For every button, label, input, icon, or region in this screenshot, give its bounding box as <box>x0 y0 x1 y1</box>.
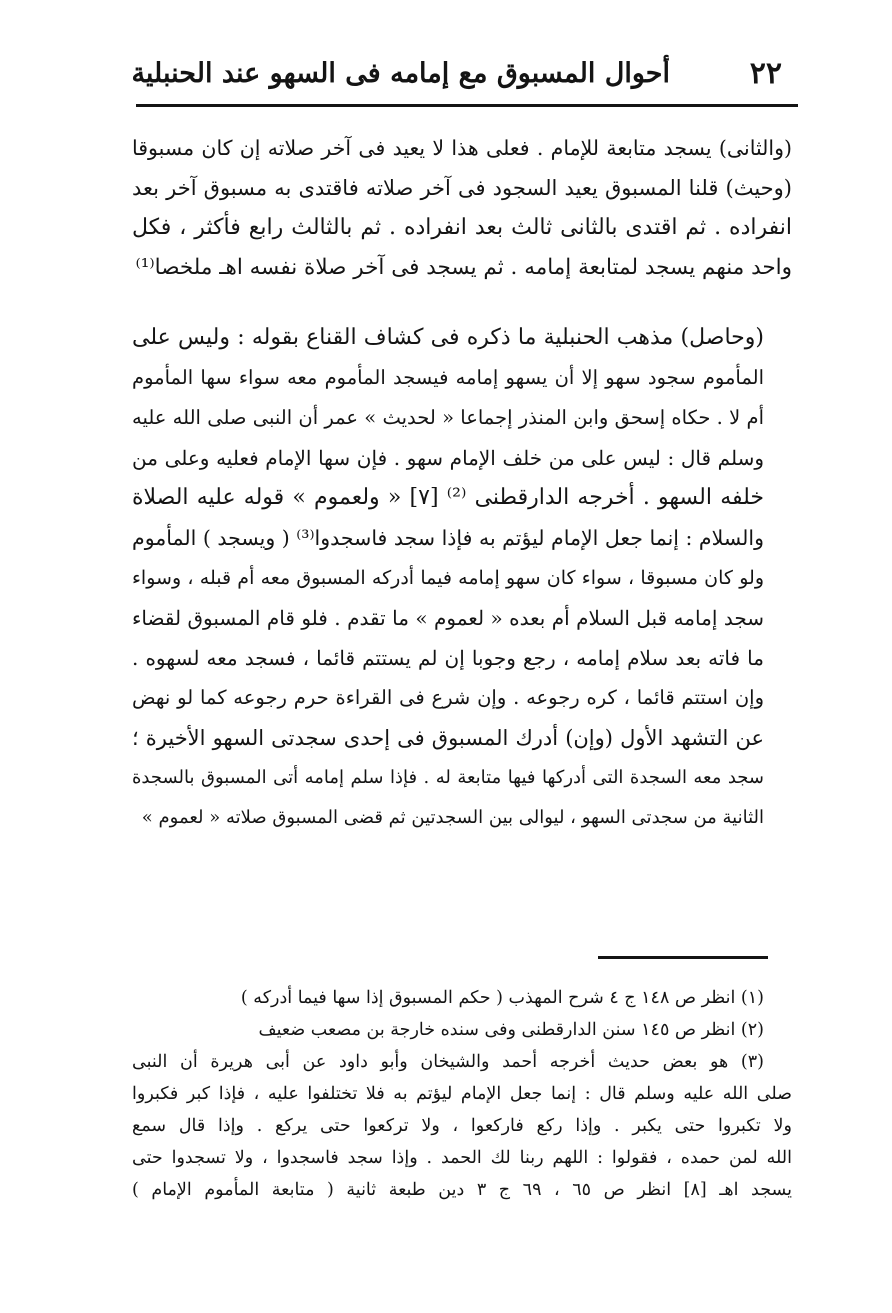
text-line: أم لا . حكاه إسحق وابن المنذر إجماعا « لحديث » عمر أن النبى صلى الله عليه <box>132 406 764 429</box>
text-line: سجد معه السجدة التى أدركها فيها متابعة له . فإذا سلم إمامه أتى المسبوق بالسجدة <box>132 767 765 788</box>
header-rule <box>136 104 798 107</box>
footnote-2: (٢) انظر ص ١٤٥ سنن الدارقطنى وفى سنده خارجة بن مصعب ضعيف <box>258 1020 764 1040</box>
text-line: (والثانى) يسجد متابعة للإمام . فعلى هذا لا يعيد فى آخر صلاته إن كان مسبوقا <box>132 136 792 160</box>
text-line: خلفه السهو . أخرجه الدارقطنى ⁽²⁾ [٧] « ولعموم » قوله عليه الصلاة <box>132 485 764 510</box>
text-line: ولو كان مسبوقا ، سواء كان سهو إمامه فيما أدركه المسبوق معه أم قبله ، وسواء <box>132 567 764 589</box>
text-line: وسلم قال : ليس على من خلف الإمام سهو . فإن سها الإمام فعليه وعلى من <box>132 446 764 470</box>
text-line: المأموم سجود سهو إلا أن يسهو إمامه فيسجد المأموم معه سواء سها المأموم <box>132 366 764 389</box>
footnote-1: (١) انظر ص ١٤٨ ج ٤ شرح المهذب ( حكم المسبوق إذا سها فيما أدركه ) <box>240 988 764 1008</box>
running-title: أحوال المسبوق مع إمامه فى السهو عند الحنبلية <box>131 58 670 89</box>
footnote-rule <box>598 956 768 959</box>
text-line: (وحيث) قلنا المسبوق يعيد السجود فى آخر صلاته فاقتدى به مسبوق آخر بعد <box>132 176 792 200</box>
text-line: (وحاصل) مذهب الحنبلية ما ذكره فى كشاف القناع بقوله : وليس على <box>132 325 764 350</box>
text-line: واحد منهم يسجد لمتابعة إمامه . ثم يسجد فى آخر صلاة نفسه اهـ ملخصا⁽¹⁾ <box>135 255 792 280</box>
footnote-line: الله لمن حمده ، فقولوا : اللهم ربنا لك الحمد . وإذا سجد فاسجدوا ، ولا تسجدوا حتى <box>132 1148 792 1168</box>
paragraph-2 <box>132 318 792 838</box>
text-line: ما فاته بعد سلام إمامه ، رجع وجوبا إن لم يستتم قائما ، فسجد معه لسهوه . <box>132 646 764 670</box>
footnotes <box>132 982 792 1206</box>
text-line: انفراده . ثم اقتدى بالثانى ثالث بعد انفراده . ثم بالثالث رابع فأكثر ، فكل <box>132 215 792 240</box>
page-number: ٢٢ <box>749 56 782 91</box>
text-line: عن التشهد الأول (وإن) أدرك المسبوق فى إحدى سجدتى السهو الأخيرة ؛ <box>132 726 764 750</box>
text-line: سجد إمامه قبل السلام أم بعده « لعموم » ما تقدم . فلو قام المسبوق لقضاء <box>132 606 764 630</box>
paragraph-1 <box>132 128 792 288</box>
footnote-line: صلى الله عليه وسلم قال : إنما جعل الإمام ليؤتم به فلا تختلفوا عليه ، فإذا كبر فكبروا <box>132 1084 792 1104</box>
main-text <box>132 128 792 838</box>
text-line: وإن استتم قائما ، كره رجوعه . وإن شرع فى القراءة حرم رجوعه كما لو نهض <box>132 686 764 709</box>
text-line: والسلام : إنما جعل الإمام ليؤتم به فإذا سجد فاسجدوا⁽³⁾ ( ويسجد ) المأموم <box>132 526 764 550</box>
page-header <box>131 50 790 98</box>
footnote-line: (٣) هو بعض حديث أخرجه أحمد والشيخان وأبو داود عن أبى هريرة أن النبى <box>132 1052 764 1072</box>
footnote-line: ولا تكبروا حتى يكبر . وإذا ركع فاركعوا ، ولا تركعوا حتى يركع . وإذا قال سمع <box>132 1116 792 1136</box>
footnote-line: يسجد اهـ [٨] انظر ص ٦٥ ، ٦٩ ج ٣ دين طبعة ثانية ( متابعة المأموم الإمام ) <box>132 1180 793 1200</box>
text-line: الثانية من سجدتى السهو ، ليوالى بين السجدتين ثم قضى المسبوق صلاته « لعموم » <box>141 807 764 828</box>
footnote-3 <box>132 1046 792 1206</box>
